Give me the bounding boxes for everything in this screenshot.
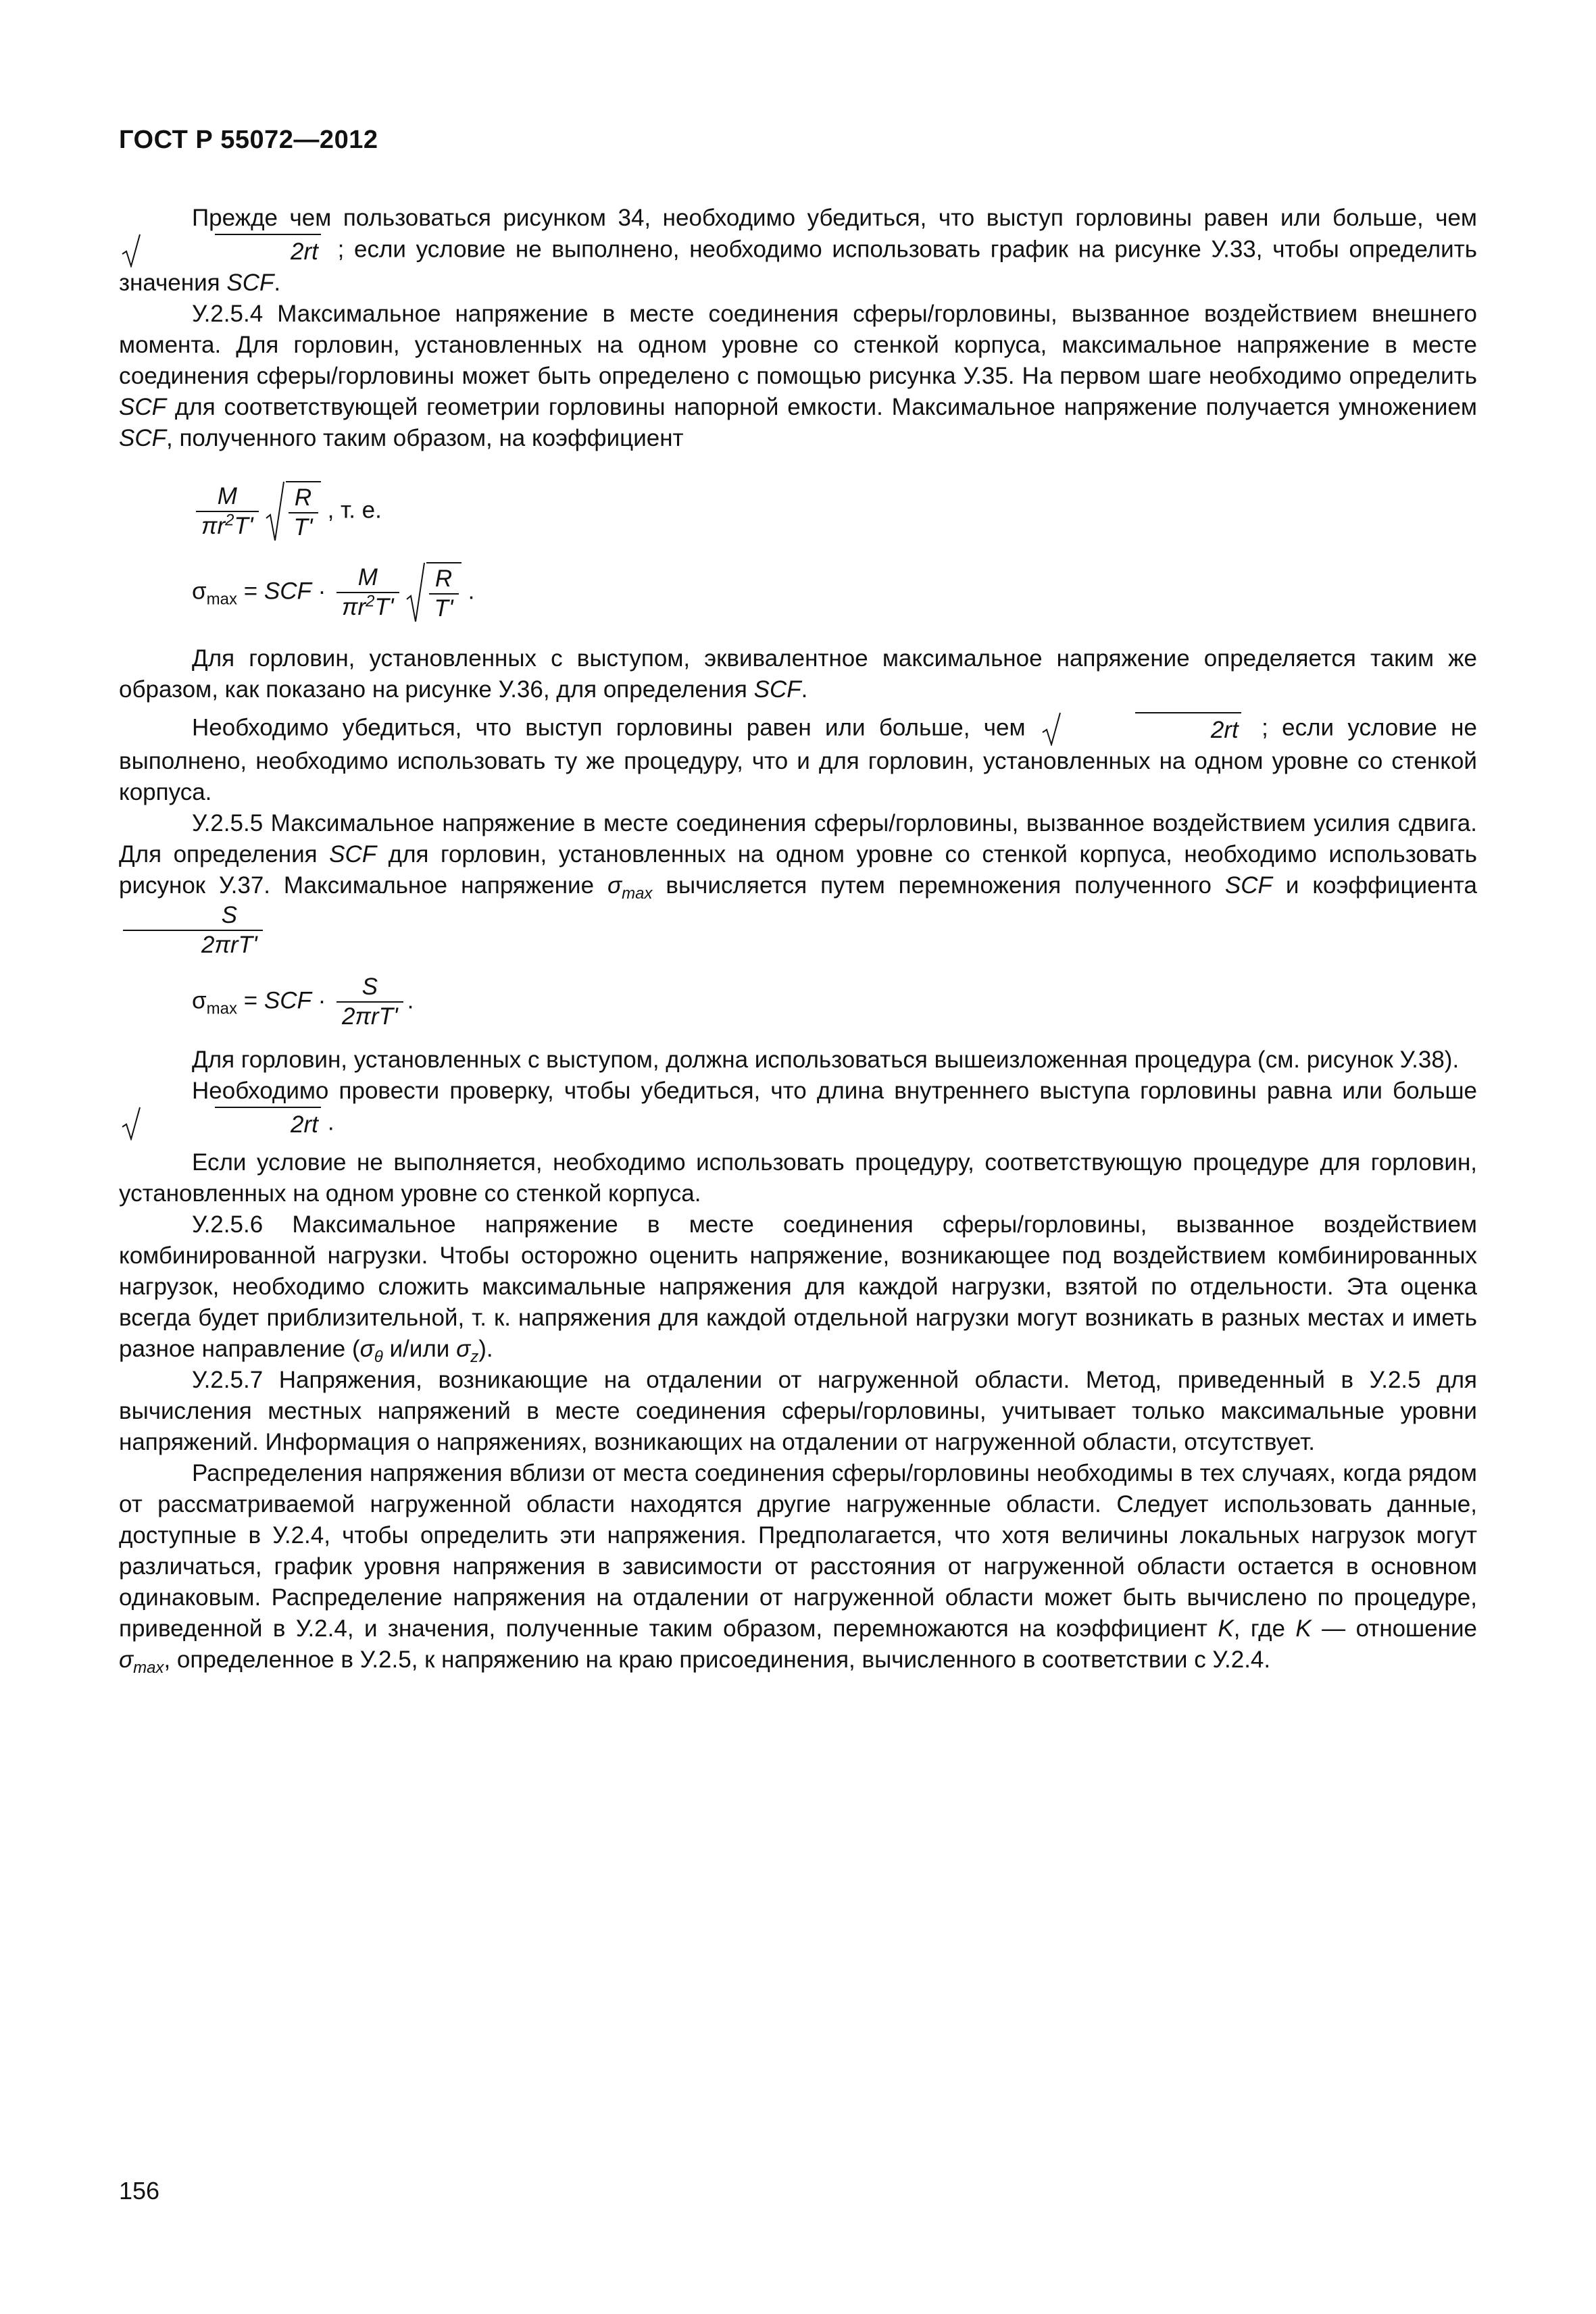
radical-sign-icon xyxy=(1042,712,1061,746)
page-number: 156 xyxy=(119,2177,160,2205)
document-body xyxy=(119,203,1477,1676)
paragraph-u257: У.2.5.7 Напряжения, возникающие на отдалении от нагруженной области. Метод, приведенный в У.2.5 для вычисления местных напряжений в месте соединения сферы/горловины, учитывает только максимальные уровни напряжений. Информация о напряжениях, возникающих на отдалении от нагруженной области, отсутствует. xyxy=(119,1367,1477,1455)
radical-sign-icon xyxy=(122,1107,141,1140)
radical-sign-icon xyxy=(406,562,425,623)
paragraph-protruding-shear: Для горловин, установленных с выступом, должна использоваться вышеизложенная процедура (см. рисунок У.38). xyxy=(192,1047,1460,1073)
paragraph-u256: У.2.5.6 Максимальное напряжение в месте соединения сферы/горловины, вызванное воздействием комбинированной нагрузки. Чтобы осторожно оценить напряжение, возникающее под воздействием комбинированных нагрузок, необходимо сложить максимальные напряжения для каждой нагрузки, взятой по отдельности. Эта оценка всегда будет приблизительной, т. к. напряжения для каждой отдельной нагрузки могут возникать в разных местах и иметь разное направление ($\sigma_\theta$ и/или $\sigma_z$). xyxy=(119,1211,1477,1366)
sqrt-2rt: 2rt xyxy=(122,1107,325,1140)
paragraph-condition-1: Прежде чем пользоваться рисунком 34, необходимо убедиться, что выступ горловины равен или больше, чем 2rt ; если условие не выполнено, необходимо использовать график на рисунке У.33, чтобы определить значения SCF. xyxy=(119,205,1477,296)
paragraph-u254: У.2.5.4 Максимальное напряжение в месте соединения сферы/горловины, вызванное воздействием внешнего момента. Для горловин, установленных на одном уровне со стенкой корпуса, максимальное напряжение в месте соединения сферы/горловины может быть определено с помощью рисунка У.35. На первом шаге необходимо определить SCF для соответствующей геометрии горловины напорной емкости. Максимальное напряжение получается умножением SCF, полученного таким образом, на коэффициент xyxy=(119,301,1477,451)
paragraph-protruding-moment: Для горловин, установленных с выступом, эквивалентное максимальное напряжение определяется таким же образом, как показано на рисунке У.36, для определения SCF. xyxy=(119,645,1477,703)
sqrt-2rt: 2rt xyxy=(122,234,325,268)
formula-sigma-max-moment: $\sigma_{max}$ = SCF · $\frac{M}{\pi r^2T'}$ $\frac{R}{T'}$ . xyxy=(192,562,1477,623)
radical-sign-icon xyxy=(122,234,141,268)
radical-sign-icon xyxy=(266,481,284,542)
paragraph-stress-distribution: Распределения напряжения вблизи от места соединения сферы/горловины необходимы в тех случаях, когда рядом от рассматриваемой нагруженной области находятся другие нагруженные области. Следует использовать данные, доступные в У.2.4, чтобы определить эти напряжения. Предполагается, что хотя величины локальных нагрузок могут различаться, график уровня напряжения в зависимости от расстояния от нагруженной области остается в основном одинаковым. Распределение напряжения на отдалении от нагруженной области может быть вычислено по процедуре, приведенной в У.2.4, и значения, полученные таким образом, перемножаются на коэффициент K, где K — отношение $\sigma_{max}$, определенное в У.2.5, к напряжению на краю присоединения, вычисленного в соответствии с У.2.4. xyxy=(119,1460,1477,1677)
paragraph-u255: У.2.5.5 Максимальное напряжение в месте соединения сферы/горловины, вызванное воздействием усилия сдвига. Для определения SCF для горловин, установленных на одном уровне со стенкой корпуса, необходимо использовать рисунок У.37. Максимальное напряжение $\sigma_{max}$ вычисляется путем перемножения полученного SCF и коэффициента $\frac{S}{\text{2πrT'}}$ xyxy=(119,810,1478,958)
sqrt-2rt: 2rt xyxy=(1042,712,1245,746)
paragraph-check-length: Необходимо провести проверку, чтобы убедиться, что длина внутреннего выступа горловины равна или больше 2rt . xyxy=(119,1076,1477,1140)
paragraph-condition-fail: Если условие не выполняется, необходимо использовать процедуру, соответствующую процедуре для горловин, установленных на одном уровне со стенкой корпуса. xyxy=(119,1149,1477,1207)
formula-moment-coefficient: $\frac{M}{\pi r^2T'}$ $\frac{R}{T'}$ , т. е. xyxy=(192,481,1477,542)
fraction-m-over-pir2t: $\frac{M}{\pi r^2T'}$ xyxy=(196,482,259,540)
formula-sigma-max-shear: $\sigma_{max}$ = SCF · $\frac{S}{\text{2πrT'}}$ . xyxy=(192,974,414,1030)
fraction-s-over-2pirt: $\frac{S}{\text{2πrT'}}$ xyxy=(123,901,263,959)
sqrt-r-over-t: $\frac{R}{T'}$ xyxy=(266,481,325,542)
paragraph-condition-2: Необходимо убедиться, что выступ горловины равен или больше, чем 2rt ; если условие не выполнено, необходимо использовать ту же процедуру, что и для горловин, установленных на одном уровне со стенкой корпуса. xyxy=(119,712,1477,808)
document-header: ГОСТ Р 55072—2012 xyxy=(119,126,378,154)
